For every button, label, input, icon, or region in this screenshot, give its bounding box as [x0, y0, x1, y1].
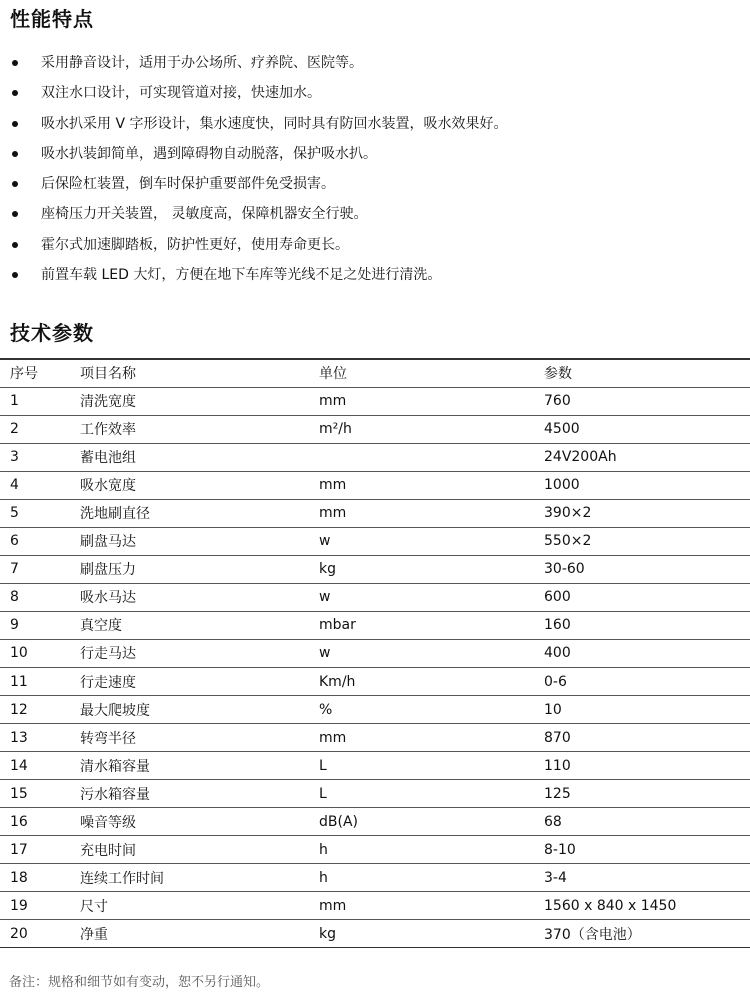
table-row — [0, 471, 750, 499]
row-unit: mm — [319, 729, 347, 746]
row-value: 3-4 — [544, 869, 567, 886]
feature-list — [0, 48, 750, 290]
feature-text: 后保险杠装置，倒车时保护重要部件免受损害。 — [41, 176, 335, 193]
row-item-name: 污水箱容量 — [80, 786, 150, 803]
header-value: 参数 — [544, 366, 572, 383]
bullet-icon — [12, 272, 18, 278]
row-unit: w — [319, 533, 331, 550]
table-row — [0, 724, 750, 752]
row-unit: h — [319, 869, 328, 886]
row-item-name: 转弯半径 — [80, 730, 136, 747]
header-item-name: 项目名称 — [80, 366, 136, 383]
feature-text: 前置车载 LED 大灯，方便在地下车库等光线不足之处进行清洗。 — [41, 267, 442, 284]
row-value: 0-6 — [544, 673, 567, 690]
specs-body — [0, 387, 750, 948]
bullet-icon — [12, 121, 18, 127]
row-item-name: 净重 — [80, 926, 108, 943]
row-item-name: 吸水马达 — [80, 590, 136, 607]
feature-text: 吸水扒采用 V 字形设计，集水速度快，同时具有防回水装置，吸水效果好。 — [41, 115, 508, 132]
row-unit: L — [319, 757, 327, 774]
header-unit: 单位 — [319, 366, 347, 383]
row-value: 600 — [544, 589, 571, 606]
row-item-name: 工作效率 — [80, 422, 136, 439]
features-title: 性能特点 — [10, 7, 94, 31]
row-value: 370（含电池） — [544, 926, 641, 943]
row-item-name: 洗地刷直径 — [80, 506, 150, 523]
row-no: 4 — [10, 477, 19, 494]
row-unit: mm — [319, 897, 347, 914]
row-no: 13 — [10, 729, 28, 746]
table-row — [0, 752, 750, 780]
row-value: 550×2 — [544, 533, 592, 550]
row-unit: kg — [319, 561, 336, 578]
row-item-name: 行走速度 — [80, 674, 136, 691]
row-no: 14 — [10, 757, 28, 774]
row-value: 8-10 — [544, 841, 576, 858]
row-value: 1560 x 840 x 1450 — [544, 897, 677, 914]
row-unit: mm — [319, 505, 347, 522]
row-no: 10 — [10, 645, 28, 662]
feature-text: 采用静音设计，适用于办公场所、疗养院、医院等。 — [41, 55, 363, 71]
row-value: 870 — [544, 729, 571, 746]
row-unit: Km/h — [319, 673, 356, 690]
row-value: 30-60 — [544, 561, 585, 578]
feature-item — [0, 230, 750, 260]
row-value: 160 — [544, 617, 571, 634]
table-row — [0, 780, 750, 808]
feature-item — [0, 169, 750, 199]
footnote: 备注：规格和细节如有变动，恕不另行通知。 — [9, 975, 270, 990]
row-item-name: 刷盘马达 — [80, 534, 136, 551]
row-item-name: 真空度 — [80, 618, 122, 635]
row-no: 17 — [10, 841, 28, 858]
row-no: 5 — [10, 505, 19, 522]
row-unit: mm — [319, 477, 347, 494]
bullet-icon — [12, 211, 18, 217]
table-row — [0, 920, 750, 948]
row-unit: w — [319, 645, 331, 662]
row-unit: kg — [319, 925, 336, 942]
row-value: 68 — [544, 813, 562, 830]
row-item-name: 连续工作时间 — [80, 870, 164, 887]
row-no: 18 — [10, 869, 28, 886]
row-unit: L — [319, 785, 327, 802]
feature-item — [0, 109, 750, 139]
table-row — [0, 527, 750, 555]
table-row — [0, 387, 750, 415]
row-value: 760 — [544, 393, 571, 410]
feature-item — [0, 48, 750, 78]
table-row — [0, 583, 750, 611]
specs-title: 技术参数 — [10, 321, 94, 345]
feature-text: 双注水口设计，可实现管道对接，快速加水。 — [41, 85, 321, 102]
row-item-name: 刷盘压力 — [80, 562, 136, 579]
row-no: 3 — [10, 449, 19, 466]
row-unit: w — [319, 589, 331, 606]
row-value: 4500 — [544, 421, 580, 438]
table-row — [0, 443, 750, 471]
table-row — [0, 696, 750, 724]
row-no: 19 — [10, 897, 28, 914]
specs-table — [0, 358, 750, 948]
table-row — [0, 668, 750, 696]
table-row — [0, 892, 750, 920]
row-item-name: 充电时间 — [80, 842, 136, 859]
row-value: 24V200Ah — [544, 449, 617, 466]
feature-text: 霍尔式加速脚踏板，防护性更好，使用寿命更长。 — [41, 236, 349, 253]
table-row — [0, 808, 750, 836]
row-no: 2 — [10, 421, 19, 438]
row-no: 8 — [10, 589, 19, 606]
row-unit: % — [319, 701, 333, 718]
feature-text: 座椅压力开关装置， 灵敏度高，保障机器安全行驶。 — [41, 206, 368, 223]
row-item-name: 蓄电池组 — [80, 450, 136, 467]
table-row — [0, 555, 750, 583]
table-row — [0, 415, 750, 443]
row-item-name: 清洗宽度 — [80, 394, 136, 411]
feature-item — [0, 199, 750, 229]
table-row — [0, 499, 750, 527]
feature-item — [0, 78, 750, 108]
table-row — [0, 639, 750, 667]
row-no: 16 — [10, 813, 28, 830]
row-item-name: 最大爬坡度 — [80, 702, 150, 719]
bullet-icon — [12, 242, 18, 248]
row-unit — [319, 443, 544, 471]
row-item-name: 噪音等级 — [80, 814, 136, 831]
bullet-icon — [12, 181, 18, 187]
row-unit: mbar — [319, 617, 356, 634]
row-unit: h — [319, 841, 328, 858]
row-item-name: 吸水宽度 — [80, 478, 136, 495]
row-no: 7 — [10, 561, 19, 578]
row-no: 6 — [10, 533, 19, 550]
table-row — [0, 836, 750, 864]
row-no: 11 — [10, 673, 28, 690]
row-item-name: 尺寸 — [80, 898, 108, 915]
row-value: 1000 — [544, 477, 580, 494]
row-unit: m²/h — [319, 421, 352, 438]
feature-item — [0, 260, 750, 290]
feature-item — [0, 139, 750, 169]
row-unit: mm — [319, 393, 347, 410]
bullet-icon — [12, 90, 18, 96]
row-no: 9 — [10, 617, 19, 634]
row-unit: dB(A) — [319, 813, 358, 830]
row-no: 1 — [10, 393, 19, 410]
row-item-name: 行走马达 — [80, 646, 136, 663]
row-value: 390×2 — [544, 505, 592, 522]
header-no: 序号 — [10, 366, 38, 383]
row-no: 15 — [10, 785, 28, 802]
row-no: 12 — [10, 701, 28, 718]
row-item-name: 清水箱容量 — [80, 758, 150, 775]
table-row — [0, 864, 750, 892]
feature-text: 吸水扒装卸简单，遇到障碍物自动脱落，保护吸水扒。 — [41, 145, 377, 162]
row-value: 125 — [544, 785, 571, 802]
table-row — [0, 611, 750, 639]
specs-header-row — [0, 359, 750, 387]
row-no: 20 — [10, 925, 28, 942]
bullet-icon — [12, 60, 18, 66]
bullet-icon — [12, 151, 18, 157]
row-value: 110 — [544, 757, 571, 774]
row-value: 400 — [544, 645, 571, 662]
row-value: 10 — [544, 701, 562, 718]
